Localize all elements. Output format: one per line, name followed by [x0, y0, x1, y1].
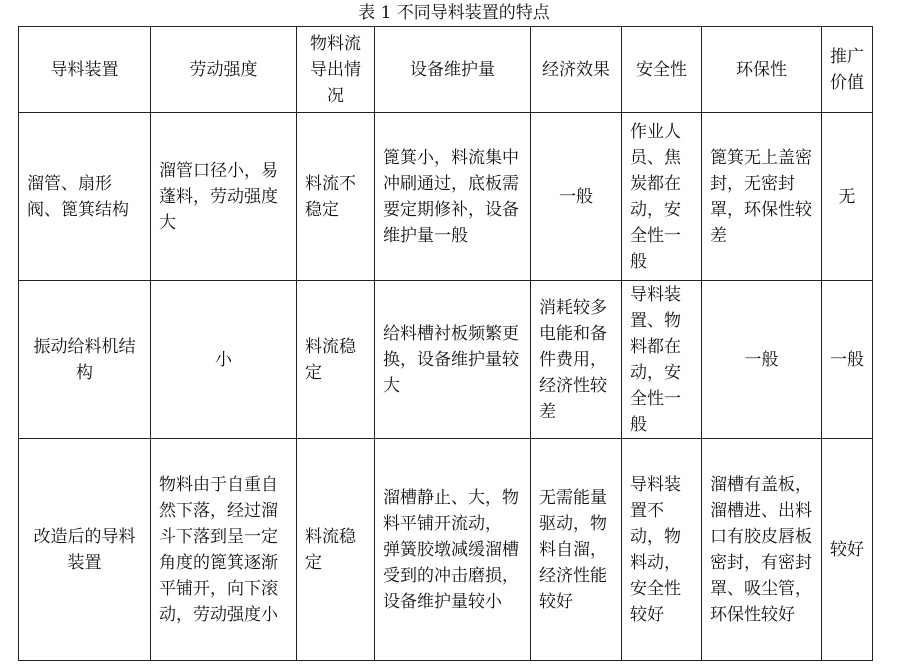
header-cell: 安全性	[622, 27, 702, 113]
table-cell: 篦箕小，料流集中冲刷通过，底板需要定期修补，设备维护量一般	[375, 113, 531, 281]
table-cell: 导料装置、物料都在动，安全性一般	[622, 281, 702, 439]
comparison-table	[18, 26, 873, 661]
table-cell: 作业人员、焦炭都在动，安全性一般	[622, 113, 702, 281]
table-cell: 无需能量驱动，物料自溜，经济性能较好	[531, 439, 622, 661]
table-cell: 无	[822, 113, 873, 281]
table-cell: 振动给料机结构	[19, 281, 151, 439]
table-cell: 料流不稳定	[297, 113, 375, 281]
table-cell: 导料装置不动，物料动，安全性较好	[622, 439, 702, 661]
table-header-row	[19, 27, 873, 113]
header-cell: 导料装置	[19, 27, 151, 113]
header-cell: 环保性	[702, 27, 822, 113]
header-cell: 经济效果	[531, 27, 622, 113]
table-cell: 一般	[822, 281, 873, 439]
table-cell: 料流稳定	[297, 281, 375, 439]
table-cell: 给料槽衬板频繁更换，设备维护量较大	[375, 281, 531, 439]
table-cell: 物料由于自重自然下落，经过溜斗下落到呈一定角度的篦箕逐渐平铺开，向下滚动，劳动强度小	[151, 439, 297, 661]
table-cell: 料流稳定	[297, 439, 375, 661]
table-cell: 小	[151, 281, 297, 439]
table-row	[19, 113, 873, 281]
table-cell: 溜管口径小，易蓬料，劳动强度大	[151, 113, 297, 281]
table-cell: 改造后的导料装置	[19, 439, 151, 661]
table-cell: 较好	[822, 439, 873, 661]
table-cell: 一般	[531, 113, 622, 281]
table-row	[19, 281, 873, 439]
table-cell: 篦箕无上盖密封，无密封罩，环保性较差	[702, 113, 822, 281]
table-row	[19, 439, 873, 661]
header-cell: 设备维护量	[375, 27, 531, 113]
table-cell: 溜管、扇形阀、篦箕结构	[19, 113, 151, 281]
table-cell: 消耗较多电能和备件费用，经济性较差	[531, 281, 622, 439]
table-cell: 溜槽有盖板，溜槽进、出料口有胶皮唇板密封，有密封罩、吸尘管，环保性较好	[702, 439, 822, 661]
header-cell: 推广价值	[822, 27, 873, 113]
table-caption: 表 1 不同导料装置的特点	[358, 3, 550, 23]
table-cell: 溜槽静止、大，物料平铺开流动， 弹簧胶墩减缓溜槽受到的冲击磨损，设备维护量较小	[375, 439, 531, 661]
table-cell: 一般	[702, 281, 822, 439]
header-cell: 劳动强度	[151, 27, 297, 113]
header-cell: 物料流导出情况	[297, 27, 375, 113]
